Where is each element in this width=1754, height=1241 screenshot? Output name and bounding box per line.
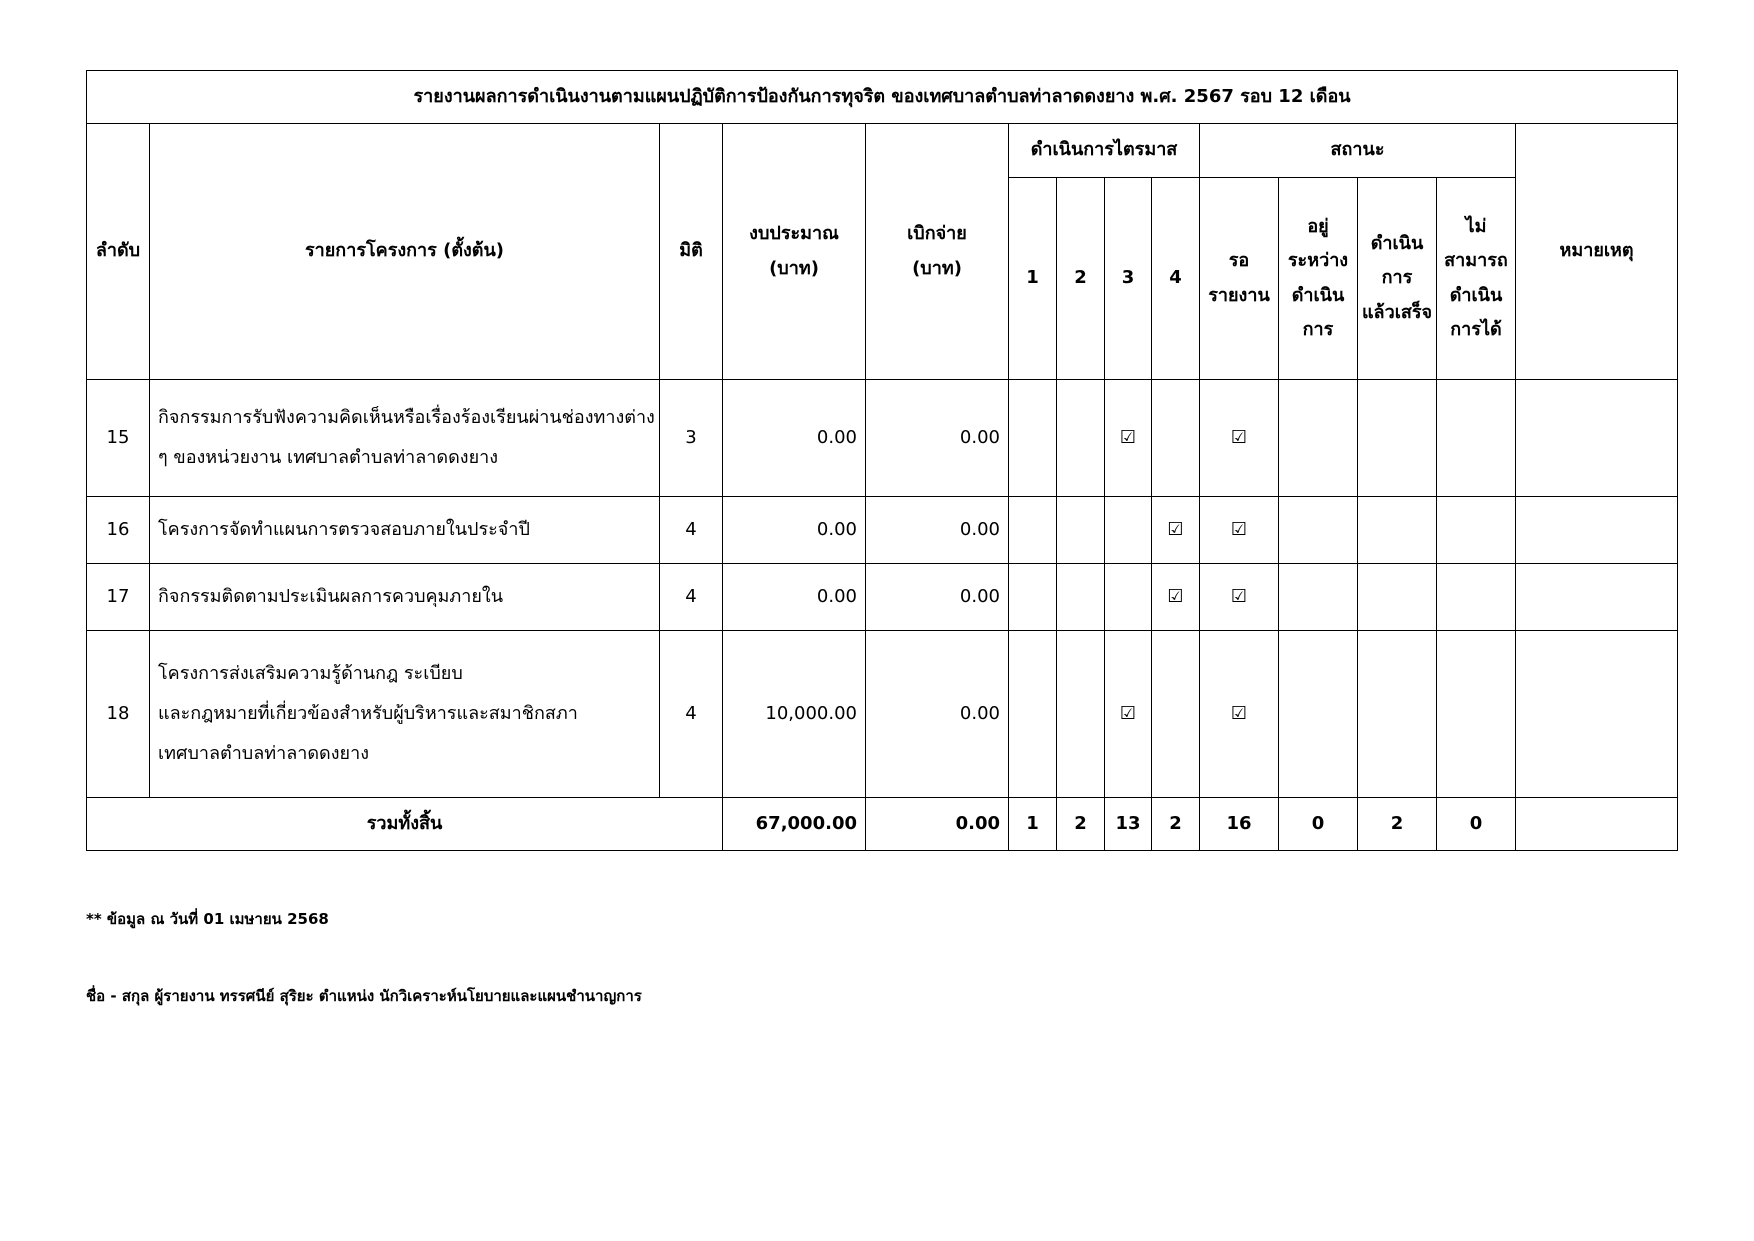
row-project-line: กิจกรรมติดตามประเมินผลการควบคุมภายใน (158, 585, 504, 607)
total-budget: 67,000.00 (723, 798, 866, 851)
total-q1: 1 (1009, 798, 1057, 851)
row-order: 16 (87, 497, 150, 564)
header-status-pending (1200, 178, 1279, 380)
row-remarks (1516, 631, 1678, 798)
reporter-note: ชื่อ - สกุล ผู้รายงาน ทรรศนีย์ สุริยะ ตำแหน่ง นักวิเคราะห์นโยบายและแผนชำนาญการ (86, 987, 642, 1005)
row-q1 (1009, 497, 1057, 564)
total-remarks (1516, 798, 1678, 851)
header-status-group: สถานะ (1200, 124, 1516, 178)
row-dimension: 3 (660, 380, 723, 497)
header-status-pending-line: รอ (1228, 250, 1250, 272)
checkbox-checked-icon: ☑ (1230, 518, 1248, 540)
row-status-pending (1200, 564, 1279, 631)
row-project (150, 497, 660, 564)
row-q1 (1009, 631, 1057, 798)
row-budget: 0.00 (723, 564, 866, 631)
header-status-in-progress-line: ระหว่าง (1287, 250, 1349, 272)
total-unable: 0 (1437, 798, 1516, 851)
row-remarks (1516, 497, 1678, 564)
row-remarks (1516, 564, 1678, 631)
header-disbursed-line2: (บาท) (912, 257, 962, 279)
header-status-unable-line: ไม่ (1465, 215, 1487, 237)
checkbox-checked-icon: ☑ (1119, 702, 1137, 724)
checkbox-checked-icon: ☑ (1119, 426, 1137, 448)
row-q3 (1105, 631, 1152, 798)
row-status-pending (1200, 380, 1279, 497)
row-q4 (1152, 564, 1200, 631)
table-row (87, 380, 1678, 497)
total-q3: 13 (1105, 798, 1152, 851)
header-budget-line2: (บาท) (769, 257, 819, 279)
row-q2 (1057, 380, 1105, 497)
row-q4 (1152, 380, 1200, 497)
row-status-unable (1437, 497, 1516, 564)
total-pending: 16 (1200, 798, 1279, 851)
header-q2: 2 (1057, 178, 1105, 380)
header-quarter-group: ดำเนินการไตรมาส (1009, 124, 1200, 178)
header-disbursed-line1: เบิกจ่าย (907, 223, 967, 245)
row-budget: 0.00 (723, 497, 866, 564)
row-dimension: 4 (660, 631, 723, 798)
header-status-done-line: การ (1381, 267, 1413, 289)
row-project-line: และกฎหมายที่เกี่ยวข้องสำหรับผู้บริหารและสมาชิกสภา (158, 702, 578, 724)
header-status-pending-line: รายงาน (1208, 284, 1270, 306)
row-q1 (1009, 380, 1057, 497)
row-status-unable (1437, 631, 1516, 798)
total-label: รวมทั้งสิ้น (87, 798, 723, 851)
row-q4 (1152, 631, 1200, 798)
row-q3 (1105, 380, 1152, 497)
row-project-line: โครงการจัดทำแผนการตรวจสอบภายในประจำปี (158, 518, 530, 540)
row-project (150, 380, 660, 497)
row-remarks (1516, 380, 1678, 497)
row-status-done (1358, 380, 1437, 497)
row-project-line: กิจกรรมการรับฟังความคิดเห็นหรือเรื่องร้องเรียนผ่านช่องทางต่าง (158, 406, 655, 428)
header-disbursed (866, 124, 1009, 380)
row-budget: 0.00 (723, 380, 866, 497)
header-project: รายการโครงการ (ตั้งต้น) (150, 124, 660, 380)
total-q4: 2 (1152, 798, 1200, 851)
header-dimension: มิติ (660, 124, 723, 380)
row-status-unable (1437, 564, 1516, 631)
row-project (150, 631, 660, 798)
total-row (87, 798, 1678, 851)
header-budget-line1: งบประมาณ (749, 223, 839, 245)
total-in-progress: 0 (1279, 798, 1358, 851)
row-status-done (1358, 497, 1437, 564)
header-status-unable-line: สามารถ (1444, 250, 1508, 272)
row-status-done (1358, 564, 1437, 631)
header-status-in-progress-line: อยู่ (1307, 215, 1329, 237)
row-project-line: เทศบาลตำบลท่าลาดดงยาง (158, 743, 369, 765)
row-project (150, 564, 660, 631)
header-status-done-line: แล้วเสร็จ (1361, 301, 1433, 323)
table-row (87, 497, 1678, 564)
checkbox-checked-icon: ☑ (1167, 518, 1184, 540)
data-date-note: ** ข้อมูล ณ วันที่ 01 เมษายน 2568 (86, 910, 329, 928)
row-disbursed: 0.00 (866, 631, 1009, 798)
row-disbursed: 0.00 (866, 564, 1009, 631)
row-q1 (1009, 564, 1057, 631)
header-status-unable (1437, 178, 1516, 380)
row-dimension: 4 (660, 564, 723, 631)
checkbox-checked-icon: ☑ (1230, 702, 1248, 724)
row-status-done (1358, 631, 1437, 798)
total-disbursed: 0.00 (866, 798, 1009, 851)
header-status-unable-line: ดำเนิน (1449, 284, 1503, 306)
header-order: ลำดับ (87, 124, 150, 380)
row-project-line: โครงการส่งเสริมความรู้ด้านกฎ ระเบียบ (158, 662, 463, 684)
header-status-done (1358, 178, 1437, 380)
table-row (87, 564, 1678, 631)
row-status-in-progress (1279, 497, 1358, 564)
row-order: 18 (87, 631, 150, 798)
row-q2 (1057, 497, 1105, 564)
row-status-in-progress (1279, 380, 1358, 497)
row-q4 (1152, 497, 1200, 564)
row-order: 15 (87, 380, 150, 497)
header-q4: 4 (1152, 178, 1200, 380)
row-q3 (1105, 497, 1152, 564)
header-q1: 1 (1009, 178, 1057, 380)
row-order: 17 (87, 564, 150, 631)
row-status-in-progress (1279, 564, 1358, 631)
row-q2 (1057, 564, 1105, 631)
header-status-in-progress (1279, 178, 1358, 380)
row-budget: 10,000.00 (723, 631, 866, 798)
table-row (87, 631, 1678, 798)
report-table (86, 70, 1678, 851)
checkbox-checked-icon: ☑ (1230, 426, 1248, 448)
row-status-pending (1200, 631, 1279, 798)
total-q2: 2 (1057, 798, 1105, 851)
row-status-pending (1200, 497, 1279, 564)
row-q3 (1105, 564, 1152, 631)
row-project-line: ๆ ของหน่วยงาน เทศบาลตำบลท่าลาดดงยาง (158, 447, 499, 468)
row-disbursed: 0.00 (866, 380, 1009, 497)
header-status-in-progress-line: ดำเนิน (1291, 284, 1345, 306)
header-status-in-progress-line: การ (1302, 318, 1334, 340)
header-status-unable-line: การได้ (1450, 318, 1502, 340)
row-status-in-progress (1279, 631, 1358, 798)
checkbox-checked-icon: ☑ (1167, 585, 1184, 607)
report-title: รายงานผลการดำเนินงานตามแผนปฏิบัติการป้องกันการทุจริต ของเทศบาลตำบลท่าลาดดงยาง พ.ศ. 2567 รอบ 12 เดือน (87, 71, 1678, 124)
total-done: 2 (1358, 798, 1437, 851)
header-status-done-line: ดำเนิน (1370, 233, 1424, 255)
header-q3: 3 (1105, 178, 1152, 380)
header-budget (723, 124, 866, 380)
row-dimension: 4 (660, 497, 723, 564)
checkbox-checked-icon: ☑ (1230, 585, 1248, 607)
header-remarks: หมายเหตุ (1516, 124, 1678, 380)
row-q2 (1057, 631, 1105, 798)
row-status-unable (1437, 380, 1516, 497)
row-disbursed: 0.00 (866, 497, 1009, 564)
